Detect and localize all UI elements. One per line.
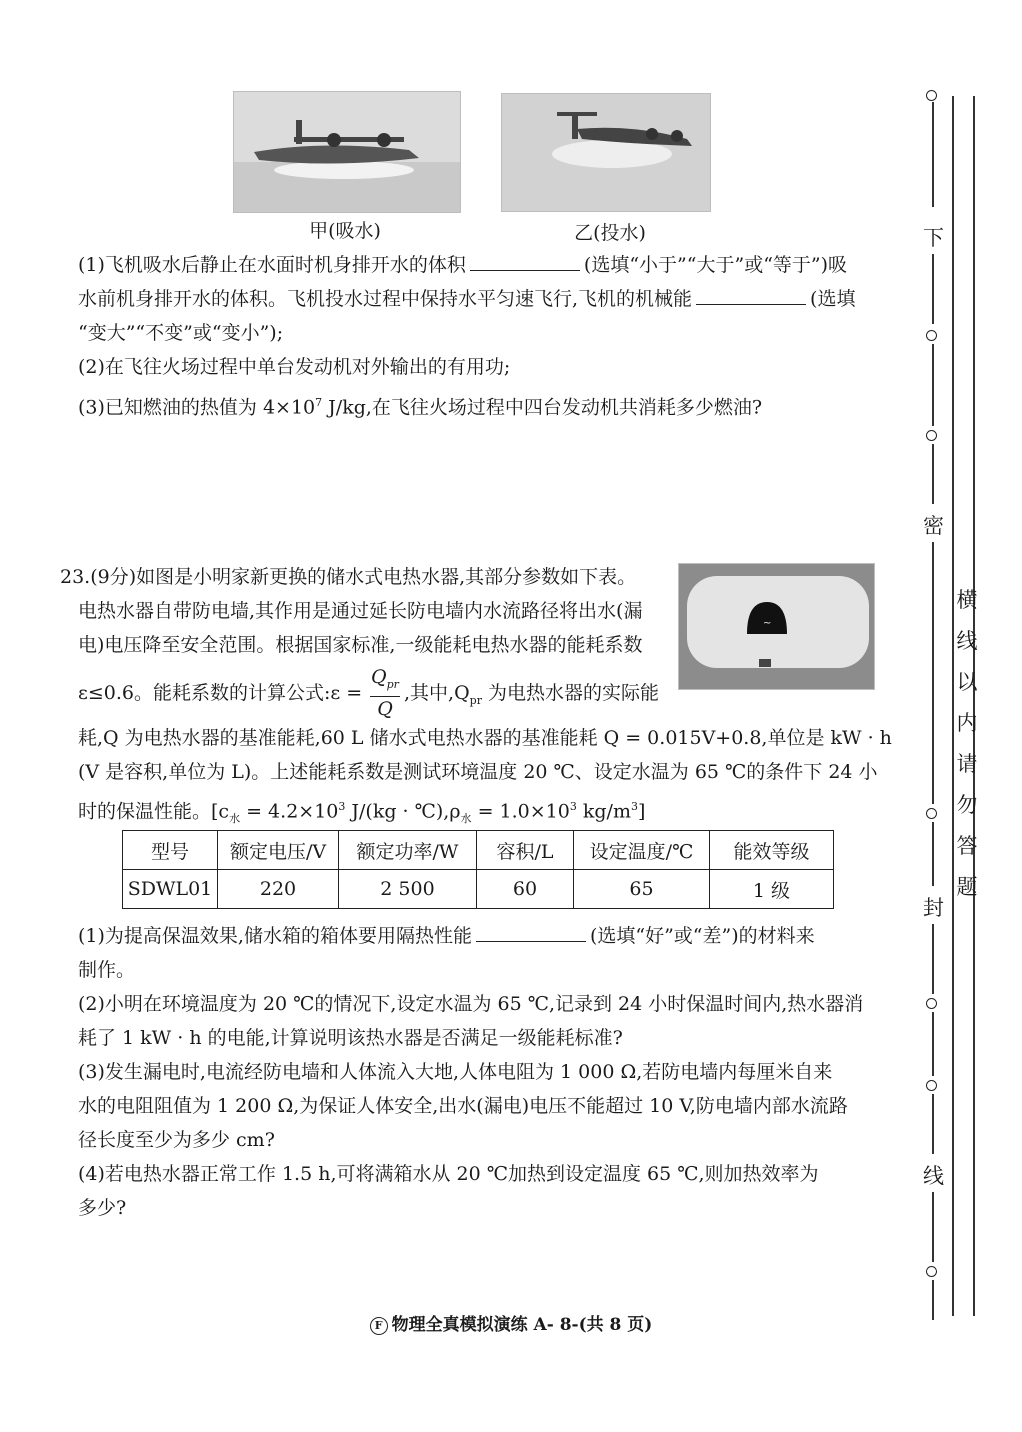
q23-constants-sup1: 3 (338, 800, 346, 813)
table-cell: 1 级 (710, 870, 834, 909)
q23-line7 (78, 790, 878, 835)
table-header-row (123, 831, 834, 870)
q23-constants-sub1: 水 (229, 812, 241, 826)
notice-char: 题 (956, 875, 978, 899)
table-header-cell: 额定功率/W (339, 831, 477, 870)
water-heater-photo (678, 563, 875, 690)
q23-sub3-line1: (3)发生漏电时,电流经防电墙和人体流入大地,人体电阻为 1 000 Ω,若防电墙内每厘米自来 (78, 1061, 833, 1083)
q23-formula-line (78, 666, 678, 720)
table-header-cell: 额定电压/V (218, 831, 339, 870)
q22-part3 (78, 386, 878, 424)
q23-sub2-line2: 耗了 1 kW · h 的电能,计算说明该热水器是否满足一级能耗标准? (78, 1027, 623, 1049)
notice-char: 答 (956, 834, 978, 858)
q23-sub2-line1: (2)小明在环境温度为 20 ℃的情况下,设定水温为 65 ℃,记录到 24 小时保温时间内,热水器消 (78, 993, 864, 1015)
q22-part2: (2)在飞往火场过程中单台发动机对外输出的有用功; (78, 356, 511, 378)
q22-part1-text-a: (1)飞机吸水后静止在水面时机身排开水的体积 (78, 254, 466, 276)
q22-part3-text-b: J/kg,在飞往火场过程中四台发动机共消耗多少燃油? (322, 396, 763, 419)
q23-sub3-line2: 水的电阻阻值为 1 200 Ω,为保证人体安全,出水(漏电)电压不能超过 10 V,防电墙内部水流路 (78, 1095, 848, 1117)
binding-hole-ring (926, 1266, 937, 1277)
q23-constants-sub2: 水 (460, 812, 472, 826)
q22-part1-line3: “变大”“不变”或“变小”); (78, 322, 284, 344)
q22-blank-2 (696, 286, 806, 305)
q23-formula-sub: pr (469, 693, 482, 707)
q23-sub1-text-b: (选填“好”或“差”)的材料来 (589, 925, 815, 947)
q22-part3-exponent: 7 (315, 396, 323, 409)
q22-part3-text-a: (3)已知燃油的热值为 4×10 (78, 396, 316, 419)
margin-label-mi: 密 (923, 514, 944, 538)
q23-formula-numerator: Q (371, 666, 387, 688)
q23-line1: 23.(9分)如图是小明家新更换的储水式电热水器,其部分参数如下表。 (60, 566, 637, 588)
binding-hole-ring (926, 808, 937, 819)
q23-formula-text-b: ,其中,Q (404, 682, 470, 704)
margin-label-xian: 线 (923, 1164, 944, 1188)
binding-line-segment (932, 444, 934, 504)
binding-hole-ring (926, 330, 937, 341)
q22-part1-line2 (78, 283, 878, 316)
table-cell: SDWL01 (123, 870, 218, 909)
q23-sub1-line1 (78, 920, 878, 953)
q23-formula-denominator: Q (377, 697, 393, 720)
page-footer (0, 1310, 1022, 1335)
q23-line2: 电热水器自带防电墙,其作用是通过延长防电墙内水流路径将出水(漏 (78, 600, 643, 622)
q23-formula-text-a: ε≤0.6。能耗系数的计算公式:ε = (78, 682, 363, 704)
margin-notice-border-left (952, 96, 954, 1316)
binding-line-segment (932, 1192, 934, 1262)
binding-line-segment (932, 102, 934, 207)
q22-part1-text-c: 水前机身排开水的体积。飞机投水过程中保持水平匀速飞行,飞机的机械能 (78, 288, 693, 310)
table-row (123, 870, 834, 909)
seaplane-dropping-photo (501, 93, 711, 212)
q22-part1-text-d: (选填 (810, 288, 856, 310)
margin-label-xia: 下 (923, 226, 944, 250)
binding-line-segment (932, 344, 934, 426)
binding-line-segment (932, 822, 934, 886)
heater-parameter-table (122, 830, 834, 909)
q23-line5: 耗,Q 为电热水器的基准能耗,60 L 储水式电热水器的基准能耗 Q = 0.015V+0.8,单位是 kW · h (78, 727, 892, 749)
binding-hole-ring (926, 998, 937, 1009)
binding-hole-ring (926, 1080, 937, 1091)
q23-constants-b: = 4.2×10 (240, 800, 339, 823)
figure-yi-caption: 乙(投水) (574, 222, 646, 244)
margin-notice-vertical (955, 580, 979, 908)
table-cell: 65 (574, 870, 710, 909)
q23-constants-e: kg/m (576, 800, 631, 823)
binding-hole-ring (926, 90, 937, 101)
q23-constants-sup3: 3 (630, 800, 638, 813)
notice-char: 线 (956, 629, 978, 653)
notice-char: 横 (956, 588, 978, 612)
q23-formula-numerator-sub: pr (386, 677, 399, 691)
table-header-cell: 型号 (123, 831, 218, 870)
seaplane-scooping-photo (233, 91, 461, 213)
q23-constants-f: ] (637, 800, 646, 823)
q23-formula-text-rest (404, 678, 659, 707)
q23-constants-d: = 1.0×10 (471, 800, 570, 823)
q23-sub4-line1: (4)若电热水器正常工作 1.5 h,可将满箱水从 20 ℃加热到设定温度 65 ℃,则加热效率为 (78, 1163, 819, 1185)
q22-blank-1 (470, 252, 580, 271)
table-cell: 220 (218, 870, 339, 909)
q23-constants-sup2: 3 (569, 800, 577, 813)
q23-sub1-text-a: (1)为提高保温效果,储水箱的箱体要用隔热性能 (78, 925, 472, 947)
binding-hole-ring (926, 430, 937, 441)
q23-formula-text-c: 为电热水器的实际能 (481, 682, 660, 704)
q23-blank-1 (476, 923, 586, 942)
circled-f-badge: F (370, 1317, 388, 1335)
binding-line-segment (932, 542, 934, 804)
footer-text: 物理全真模拟演练 A- 8-(共 8 页) (391, 1315, 653, 1335)
margin-label-feng: 封 (923, 896, 944, 920)
binding-line-segment (932, 924, 934, 994)
q23-sub1-line2: 制作。 (78, 959, 136, 981)
table-header-cell: 能效等级 (710, 831, 834, 870)
table-cell: 2 500 (339, 870, 477, 909)
notice-char: 以 (956, 670, 978, 694)
figure-jia-caption: 甲(吸水) (309, 220, 381, 242)
binding-line-segment (932, 254, 934, 324)
table-header-cell: 容积/L (477, 831, 574, 870)
notice-char: 内 (956, 711, 978, 735)
notice-char: 勿 (956, 793, 978, 817)
table-header-cell: 设定温度/℃ (574, 831, 710, 870)
q22-part1-line1 (78, 249, 878, 282)
q23-constants-a: 时的保温性能。[c (78, 800, 230, 823)
q23-line3: 电)电压降至安全范围。根据国家标准,一级能耗电热水器的能耗系数 (78, 634, 643, 656)
binding-line-segment (932, 1094, 934, 1154)
q23-sub4-line2: 多少? (78, 1197, 127, 1219)
q23-constants-c: J/(kg · ℃),ρ (345, 800, 461, 823)
q22-part1-text-b: (选填“小于”“大于”或“等于”)吸 (583, 254, 848, 276)
binding-line-segment (932, 1012, 934, 1076)
q23-sub3-line3: 径长度至少为多少 cm? (78, 1129, 275, 1151)
q23-formula-fraction (370, 666, 400, 721)
q23-line6: (V 是容积,单位为 L)。上述能耗系数是测试环境温度 20 ℃、设定水温为 65 ℃的条件下 24 小 (78, 761, 878, 783)
notice-char: 请 (956, 752, 978, 776)
table-cell: 60 (477, 870, 574, 909)
svg-text:~: ~ (763, 618, 772, 629)
